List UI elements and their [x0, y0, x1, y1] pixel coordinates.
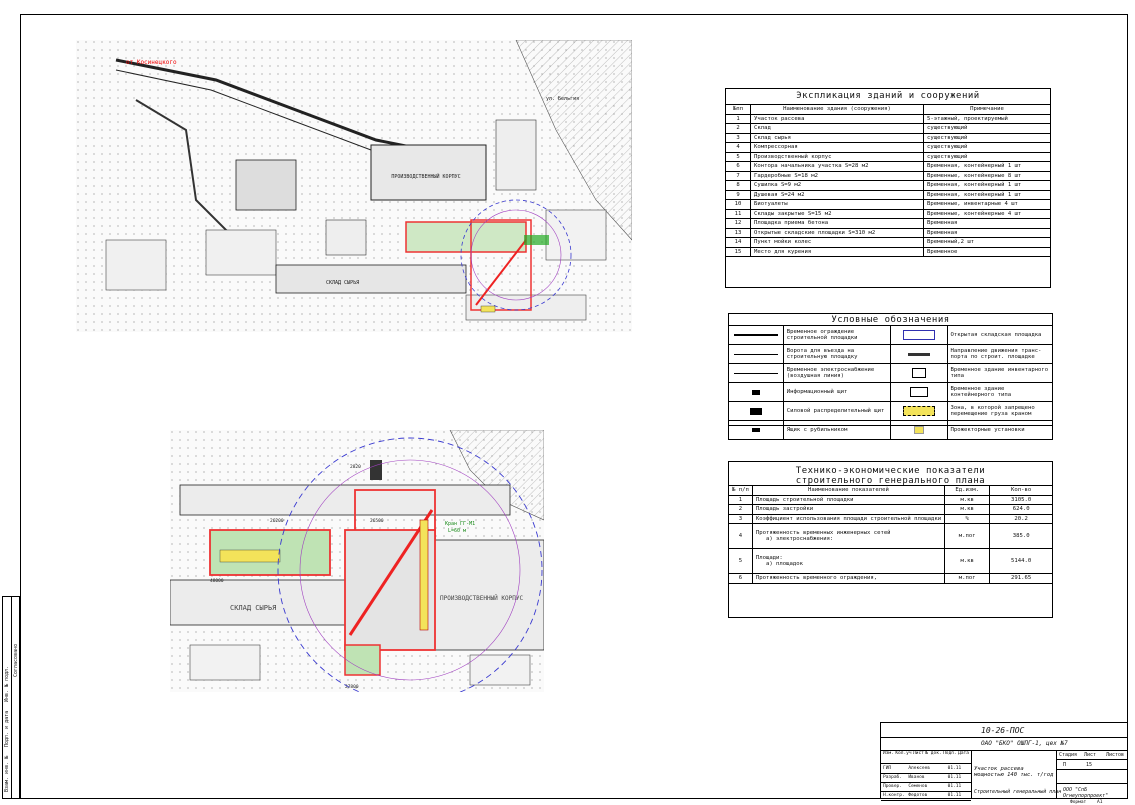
stamp-person-field: Н.контр. — [883, 793, 905, 798]
dim-label: 26200 — [270, 519, 284, 524]
tep-cell: м.кв — [945, 495, 990, 505]
legend-row — [729, 421, 1053, 440]
explication-cell: Временная — [924, 219, 1051, 229]
explication-cell: Пункт мойки колес — [751, 238, 924, 248]
explication-row — [726, 171, 1051, 181]
stamp-person-field: Иванов — [908, 775, 925, 780]
explication-cell: Компрессорная — [751, 143, 924, 153]
gate-icon — [729, 345, 784, 364]
explication-row — [726, 124, 1051, 134]
explication-cell: Место для курения — [751, 247, 924, 257]
tep-cell: Площадь застройки — [752, 505, 944, 515]
side-label: Согласовано — [13, 643, 19, 677]
stamp-headers — [881, 751, 971, 756]
dim-label: 27800 — [345, 685, 359, 690]
site-plan-detail — [170, 430, 544, 692]
stamp-person-row — [881, 783, 971, 792]
explication-cell: 5-этажный, проектируемый — [924, 114, 1051, 124]
explication-cell: Временный,2 шт — [924, 238, 1051, 248]
explication-cell: 15 — [726, 247, 751, 257]
explication-cell: Участок рассева — [751, 114, 924, 124]
tep-cell: Площадь строительной площадки — [752, 495, 944, 505]
stamp-people — [881, 765, 971, 801]
tep-cell: 3 — [729, 514, 753, 524]
explication-cell: 2 — [726, 124, 751, 134]
main-building-label: ПРОИЗВОДСТВЕННЫЙ КОРПУС — [391, 174, 461, 180]
tep-cell: 624.0 — [990, 505, 1053, 515]
legend-table — [728, 325, 1053, 440]
legend-label: Временное электроснабжение (воздушная линия) — [783, 364, 890, 383]
power-line-icon — [729, 364, 784, 383]
detail-warehouse-label: СКЛАД СЫРЬЯ — [230, 604, 277, 612]
tep-row — [729, 524, 1053, 549]
col-header: Наименование здания (сооружения) — [751, 105, 924, 115]
dim-label: 2820 — [350, 465, 361, 470]
legend-label: Открытая складская площадка — [947, 326, 1053, 345]
tep-cell: 1 — [729, 495, 753, 505]
tep-title-2: строительного генерального плана — [795, 476, 986, 486]
explication-row — [726, 152, 1051, 162]
info-board-icon — [729, 383, 784, 402]
explication-row — [726, 209, 1051, 219]
stamp-person-row — [881, 765, 971, 774]
explication-row — [726, 238, 1051, 248]
stamp-header: № док. — [925, 751, 942, 756]
explication-cell: 14 — [726, 238, 751, 248]
explication-cell: 5 — [726, 152, 751, 162]
legend-label: Ящик с рубильником — [783, 421, 890, 440]
explication-cell: 11 — [726, 209, 751, 219]
side-label: Подп. и дата — [4, 710, 10, 747]
legend-label: Прожекторные установки — [947, 421, 1053, 440]
tep-cell: Площади: а) площадок — [752, 549, 944, 574]
explication-cell: 9 — [726, 190, 751, 200]
explication-table — [725, 104, 1051, 257]
stamp-person-field: 01.11 — [947, 784, 962, 789]
detail-main-building-label: ПРОИЗВОДСТВЕННЫЙ КОРПУС — [440, 595, 524, 602]
explication-row — [726, 143, 1051, 153]
object-name: Участок рассева мощностью 140 тыс. т/год — [974, 766, 1054, 778]
doc-code: 10-26-ПОС — [981, 726, 1025, 735]
tep-cell: м.пог — [945, 574, 990, 584]
site-plan-overview — [76, 40, 632, 332]
explication-title: Экспликация зданий и сооружений — [796, 91, 980, 101]
street-label: ул. Бельгия — [546, 96, 580, 102]
traffic-arrow-icon — [890, 345, 947, 364]
explication-cell: 8 — [726, 181, 751, 191]
fence-icon — [729, 326, 784, 345]
tep-cell: 2 — [729, 505, 753, 515]
tep-row — [729, 495, 1053, 505]
stamp-person-field: Разраб. — [883, 775, 902, 780]
explication-cell: 7 — [726, 171, 751, 181]
explication-row — [726, 114, 1051, 124]
stamp-person-field: 01.11 — [947, 793, 962, 798]
legend-row — [729, 345, 1053, 364]
stamp-header: Кол.уч — [895, 751, 912, 756]
legend-label: Временное ограждение строительной площадки — [783, 326, 890, 345]
tep-cell: м.пог — [945, 524, 990, 549]
explication-row — [726, 162, 1051, 172]
sheet-label: Лист — [1084, 752, 1097, 758]
stamp-person-field: ГИП — [883, 766, 892, 771]
side-stamp — [2, 596, 20, 799]
stamp-header: Изм. — [883, 751, 894, 756]
explication-cell: 12 — [726, 219, 751, 229]
power-panel-icon — [729, 402, 784, 421]
tep-row — [729, 505, 1053, 515]
explication-row — [726, 133, 1051, 143]
explication-cell: Открытые складские площадки S=310 м2 — [751, 228, 924, 238]
stamp-header: Лист — [913, 751, 924, 756]
col-header: Кол-во — [990, 486, 1053, 496]
company-name: ООО "СпБ Огнеупорпроект" — [1063, 787, 1109, 799]
tep-cell: Протяженность временного ограждения, — [752, 574, 944, 584]
explication-cell: 3 — [726, 133, 751, 143]
col-header: №пп — [726, 105, 751, 115]
stamp-person-field: Провер. — [883, 784, 902, 789]
explication-cell: 10 — [726, 200, 751, 210]
explication-cell: Душевая S=24 м2 — [751, 190, 924, 200]
explication-cell: Временная — [924, 228, 1051, 238]
explication-cell: Гардеробные S=18 м2 — [751, 171, 924, 181]
no-crane-zone-icon — [890, 402, 947, 421]
crane-label: Кран ГГ-М1 — [445, 521, 476, 527]
explication-cell: Контора начальника участка S=28 м2 — [751, 162, 924, 172]
format-value: А1 — [1097, 800, 1103, 805]
explication-row — [726, 190, 1051, 200]
col-header: Наименование показателей — [752, 486, 944, 496]
legend-label: Направление движения транс-порта по строит. площадке — [947, 345, 1053, 364]
floodlight-icon — [890, 421, 947, 440]
tep-row — [729, 549, 1053, 574]
explication-cell: 6 — [726, 162, 751, 172]
explication-row — [726, 219, 1051, 229]
stamp-person-field: Федотов — [908, 793, 928, 798]
tep-cell: 6 — [729, 574, 753, 584]
legend-label: Силовой распределительный щит — [783, 402, 890, 421]
explication-row — [726, 181, 1051, 191]
tep-row — [729, 574, 1053, 584]
stage-label: Стадия — [1059, 752, 1078, 758]
explication-cell: существующий — [924, 143, 1051, 153]
org-name: ОАО "БКО" ОШПГ-1, цех №7 — [981, 740, 1068, 747]
tep-cell: 3105.0 — [990, 495, 1053, 505]
explication-row — [726, 228, 1051, 238]
side-label: Взам. инв. № — [4, 755, 10, 792]
stamp-person-row — [881, 792, 971, 801]
tep-cell: 385.0 — [990, 524, 1053, 549]
explication-cell: 4 — [726, 143, 751, 153]
tep-table — [728, 485, 1053, 584]
legend-label: Временное здание контейнерного типа — [947, 383, 1053, 402]
storage-area-icon — [890, 326, 947, 345]
col-header: Примечание — [924, 105, 1051, 115]
side-label: Инв. № подл. — [4, 665, 10, 702]
explication-cell: существующий — [924, 133, 1051, 143]
explication-cell: 13 — [726, 228, 751, 238]
col-header: № п/п — [729, 486, 753, 496]
warehouse-label: СКЛАД СЫРЬЯ — [326, 280, 360, 286]
tep-row — [729, 514, 1053, 524]
explication-cell: Временные, контейнерные 8 шт — [924, 171, 1051, 181]
explication-cell: существующий — [924, 124, 1051, 134]
sheet-value: 15 — [1086, 762, 1093, 768]
stage-value: П — [1063, 762, 1067, 768]
explication-cell: Сушилка S=9 м2 — [751, 181, 924, 191]
legend-title: Условные обозначения — [831, 315, 950, 325]
tep-cell: 5144.0 — [990, 549, 1053, 574]
stamp-person-field: 01.11 — [947, 766, 962, 771]
stamp-person-field: Семенов — [908, 784, 928, 789]
tep-cell: м.кв — [945, 549, 990, 574]
legend-label: Зона, в которой запрещено перемещение груза краном — [947, 402, 1053, 421]
tep-cell: 20.2 — [990, 514, 1053, 524]
road-label: от Косинецкого — [126, 59, 177, 66]
explication-cell: Временная, контейнерный 1 шт — [924, 190, 1051, 200]
legend-row — [729, 402, 1053, 421]
legend-label: Ворота для въезда на строительную площадку — [783, 345, 890, 364]
switch-box-icon — [729, 421, 784, 440]
tep-cell: Протяженность временных инженерных сетей а) электроснабжения: — [752, 524, 944, 549]
tep-cell: 291.65 — [990, 574, 1053, 584]
container-building-icon — [890, 383, 947, 402]
legend-row — [729, 364, 1053, 383]
title-block — [880, 722, 1128, 799]
stamp-person-field: Алексеев — [908, 766, 931, 771]
explication-cell: существующий — [924, 152, 1051, 162]
tep-cell: % — [945, 514, 990, 524]
legend-label: Информационный щит — [783, 383, 890, 402]
tep-cell: 5 — [729, 549, 753, 574]
dim-label: 48000 — [210, 579, 224, 584]
stamp-header: Подп. — [943, 751, 957, 756]
explication-cell: Временная, контейнерный 1 шт — [924, 181, 1051, 191]
explication-cell: Производственный корпус — [751, 152, 924, 162]
tep-cell: Коэффициент использования площади строительной площадки — [752, 514, 944, 524]
crane-sub-label: L=60 м — [448, 528, 467, 534]
explication-cell: Склад сырья — [751, 133, 924, 143]
explication-cell: Временная, контейнерный 1 шт — [924, 162, 1051, 172]
format-label: Формат — [1070, 800, 1087, 805]
explication-cell: Склад — [751, 124, 924, 134]
explication-row — [726, 200, 1051, 210]
stamp-person-row — [881, 774, 971, 783]
dim-label: 26500 — [370, 519, 384, 524]
explication-cell: Биотуалеты — [751, 200, 924, 210]
col-header: Ед.изм. — [945, 486, 990, 496]
explication-cell: 1 — [726, 114, 751, 124]
sheets-label: Листов — [1106, 752, 1125, 758]
explication-cell: Временные, инвентарные 4 шт — [924, 200, 1051, 210]
explication-row — [726, 247, 1051, 257]
explication-cell: Площадка приема бетона — [751, 219, 924, 229]
explication-cell: Склады закрытые S=15 м2 — [751, 209, 924, 219]
stamp-person-field: 01.11 — [947, 775, 962, 780]
tep-title-1: Технико-экономические показатели — [795, 466, 986, 476]
tep-cell: 4 — [729, 524, 753, 549]
legend-label: Временное здание инвентарного типа — [947, 364, 1053, 383]
legend-row — [729, 383, 1053, 402]
tep-cell: м.кв — [945, 505, 990, 515]
legend-row — [729, 326, 1053, 345]
explication-cell: Временное — [924, 247, 1051, 257]
inventory-building-icon — [890, 364, 947, 383]
stamp-header: Дата — [958, 751, 969, 756]
sheet-title: Строительный генеральный план — [974, 789, 1062, 795]
explication-cell: Временные, контейнерные 4 шт — [924, 209, 1051, 219]
